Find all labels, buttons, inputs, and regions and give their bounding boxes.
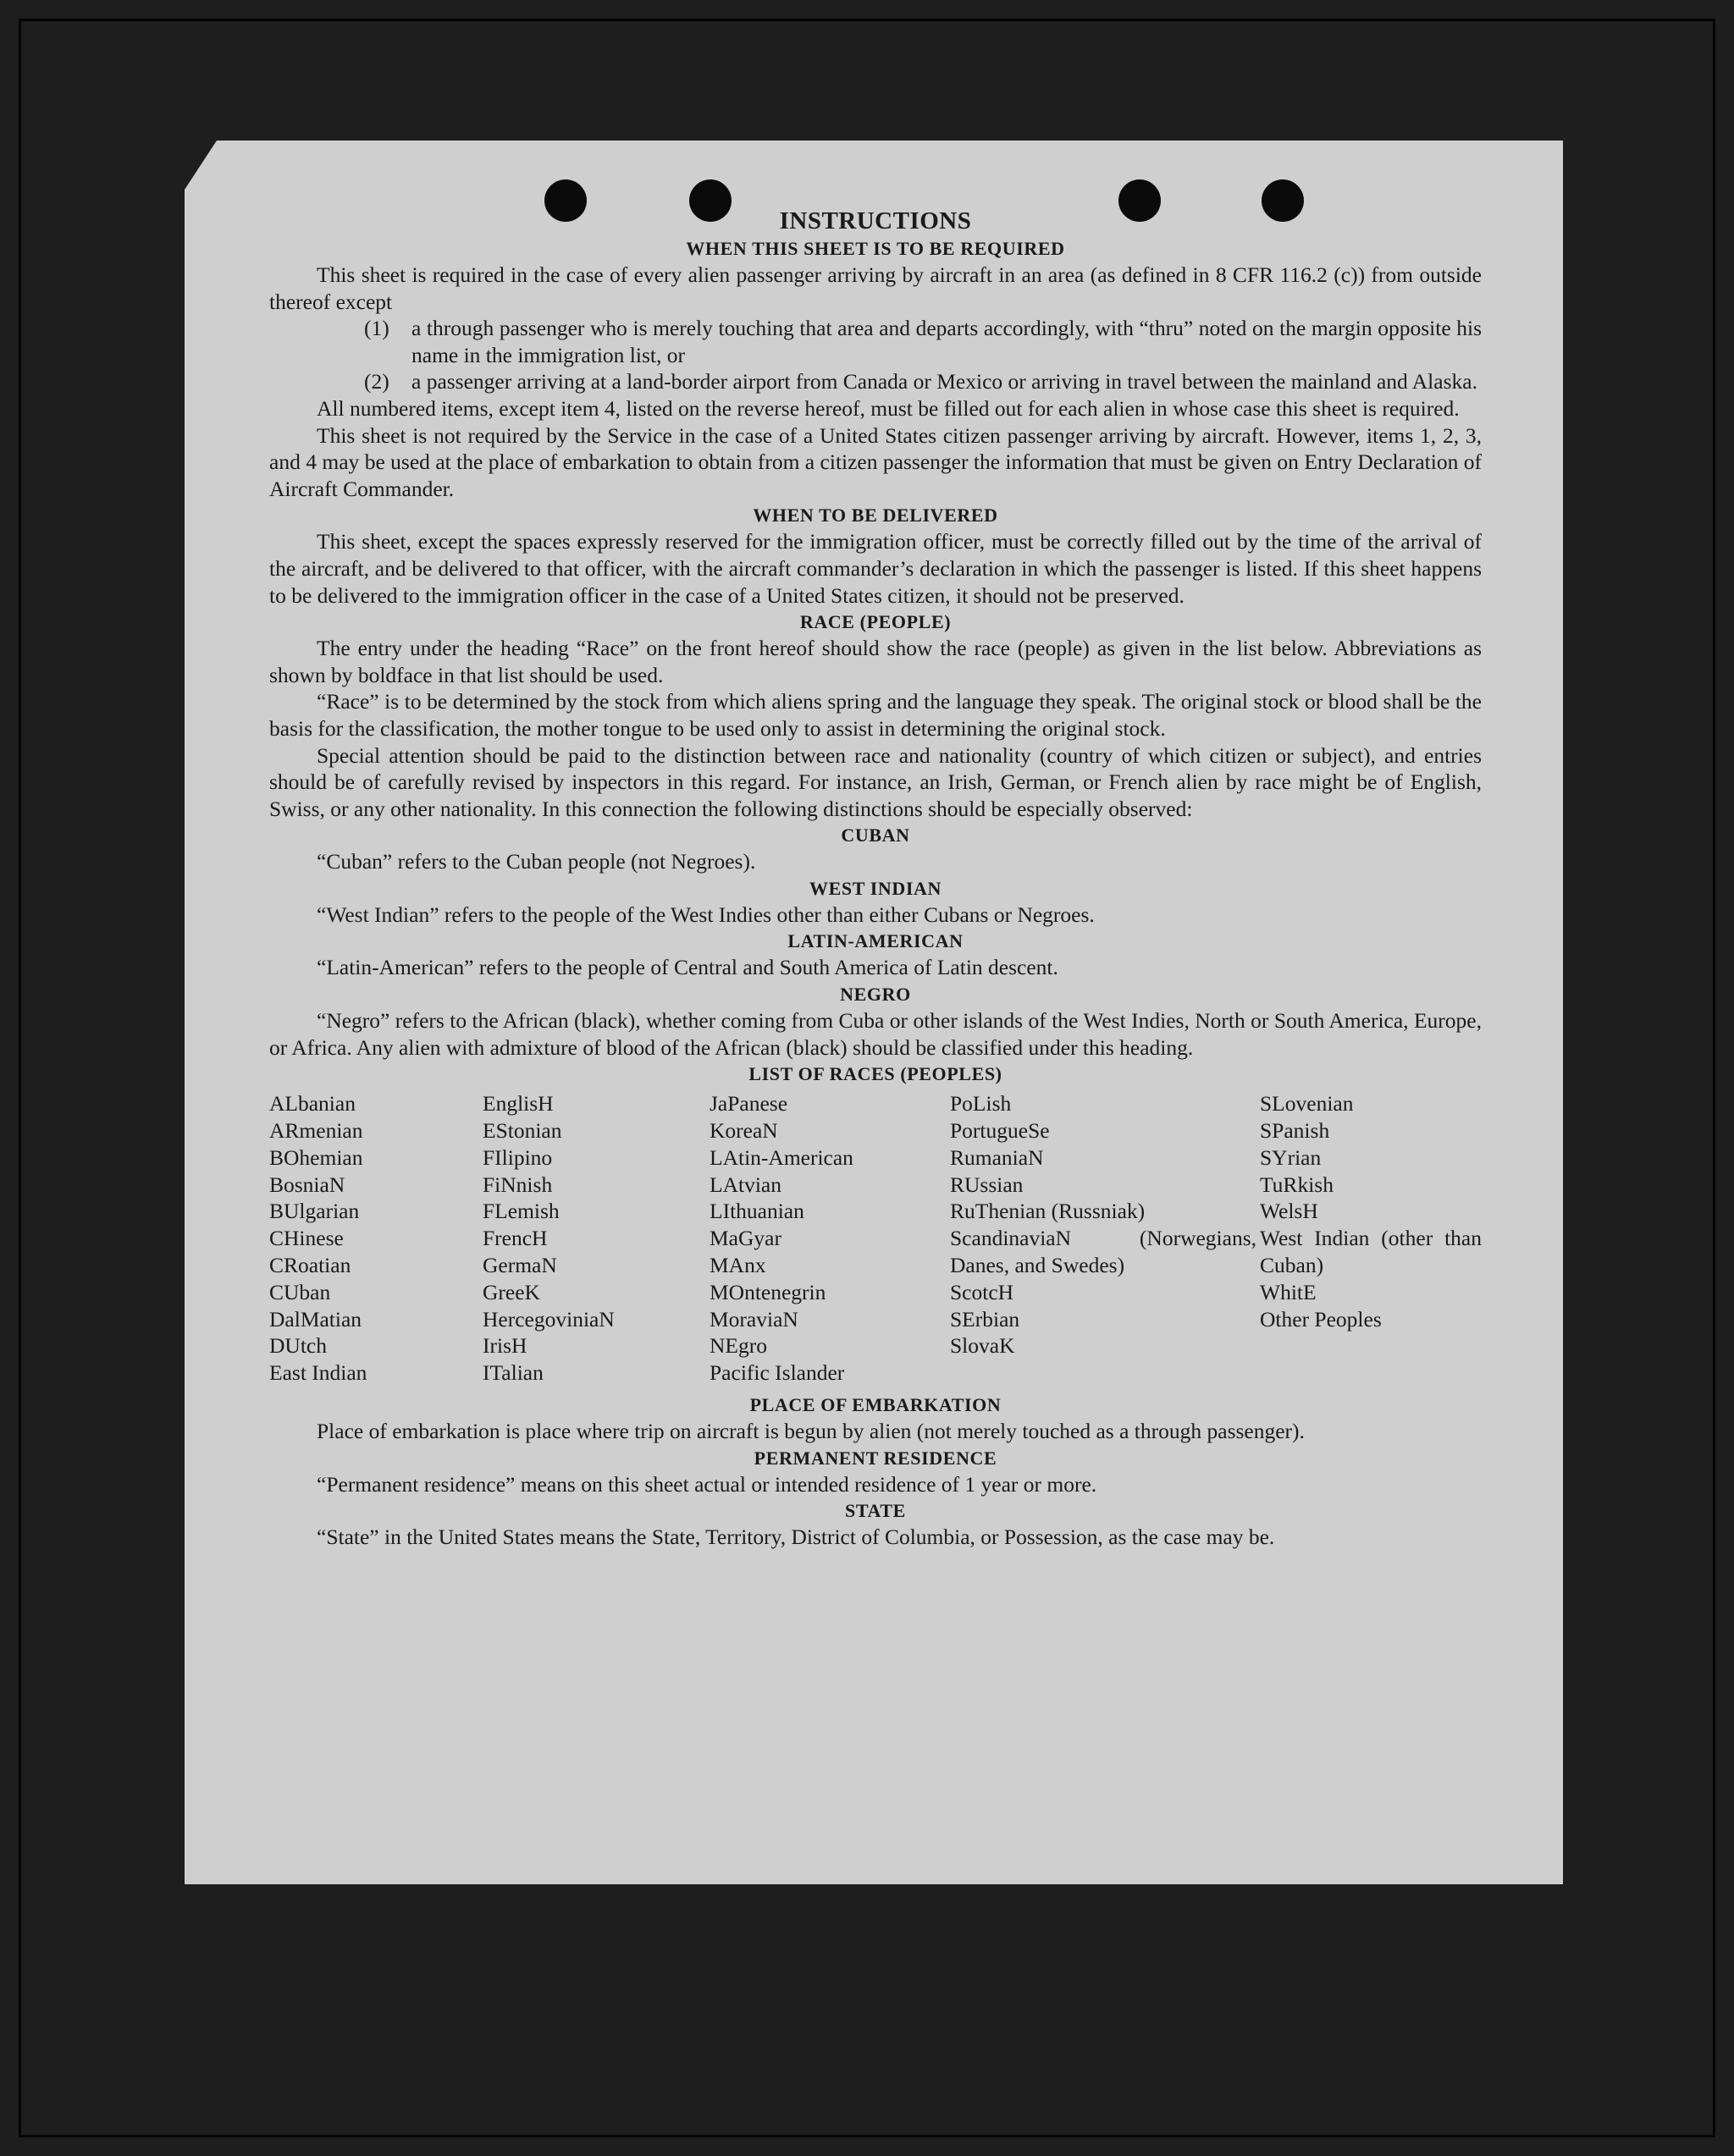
race-entry: MaGyar (710, 1226, 781, 1251)
paragraph-latin-american: “Latin-American” refers to the people of Central and South America of Latin descent. (317, 955, 1058, 980)
race-entry: TuRkish (1260, 1172, 1334, 1197)
race-entry: BUlgarian (269, 1199, 360, 1224)
race-entry: MOntenegrin (710, 1279, 826, 1304)
heading-place-of-embarkation: PLACE OF EMBARKATION (749, 1394, 1002, 1416)
race-entry: GreeK (483, 1279, 540, 1304)
race-entry: RUssian (950, 1172, 1024, 1197)
race-column-5 (1260, 1090, 1482, 1387)
paragraph-embarkation: Place of embarkation is place where trip on aircraft is begun by alien (not merely touched as a through passenger). (317, 1419, 1305, 1444)
race-entry: ITalian (483, 1360, 544, 1386)
race-entry: West Indian (other than Cuban) (1260, 1226, 1482, 1278)
race-entry: BOhemian (269, 1144, 363, 1170)
race-entry: LAtin-American (710, 1144, 853, 1170)
race-entry: ScotcH (950, 1279, 1014, 1304)
heading-permanent-residence: PERMANENT RESIDENCE (754, 1447, 997, 1469)
paragraph-state: “State” in the United States means the State, Territory, District of Columbia, or Possession, as the case may be. (317, 1525, 1275, 1550)
race-entry: SErbian (950, 1306, 1020, 1332)
race-entry: FrencH (483, 1226, 548, 1251)
paragraph-required-intro: This sheet is required in the case of every alien passenger arriving by aircraft in an area (as defined in 8 CFR 116.2 (c)) from outside thereof except (269, 262, 1482, 314)
heading-when-required: WHEN THIS SHEET IS TO BE REQUIRED (686, 238, 1065, 259)
heading-race: RACE (PEOPLE) (799, 611, 952, 633)
race-entry: PoLish (950, 1091, 1012, 1117)
race-list (269, 1090, 1482, 1387)
paragraph-citizen: This sheet is not required by the Service in the case of a United States citizen passenger arriving by aircraft. However, items 1, 2, 3, and 4 may be used at the place of embarkation to obtain from a citizen passenger the information that must be given on Entry Declaration of Aircraft Commander. (269, 422, 1482, 501)
item-number: (1) (364, 316, 389, 341)
race-entry: FiNnish (483, 1172, 553, 1197)
race-entry: SLovenian (1260, 1091, 1354, 1117)
paragraph-race-entry: The entry under the heading “Race” on the front hereof should show the race (people) as given in the list below. Abbreviations as shown by boldface in that list should be used. (269, 636, 1482, 687)
race-entry: East Indian (269, 1360, 367, 1386)
heading-state: STATE (845, 1500, 906, 1522)
race-entry: CUban (269, 1279, 331, 1304)
race-entry: HercegoviniaN (483, 1306, 615, 1332)
paragraph-delivery: This sheet, except the spaces expressly reserved for the immigration officer, must be correctly filled out by the time of the arrival of the aircraft, and be delivered to that officer, with the aircraft commander’s declaration in which the passenger is listed. If this sheet happens to be delivered to the immigration officer in the case of a United States citizen, it should not be preserved. (269, 529, 1482, 608)
paragraph-numbered-items: All numbered items, except item 4, listed on the reverse hereof, must be filled out for each alien in whose case this sheet is required. (317, 395, 1460, 421)
instructions-text (269, 207, 1482, 1551)
race-entry: LIthuanian (710, 1199, 804, 1224)
race-entry: FLemish (483, 1199, 560, 1224)
race-entry: EStonian (483, 1118, 562, 1144)
race-entry: ALbanian (269, 1091, 356, 1117)
race-entry: FIlipino (483, 1144, 553, 1170)
paragraph-race-nationality: Special attention should be paid to the distinction between race and nationality (country of which citizen or subject), and entries should be of carefully revised by inspectors in this regard. For instance, an Irish, German, or French alien by race might be of English, Swiss, or any other nationality. In this connection the following distinctions should be especially observed: (269, 742, 1482, 821)
heading-when-delivered: WHEN TO BE DELIVERED (753, 505, 998, 527)
sheet-corner-cut (185, 141, 217, 190)
race-entry: Pacific Islander (710, 1360, 845, 1386)
paragraph-race-stock: “Race” is to be determined by the stock from which aliens spring and the language they speak. The original stock or blood shall be the basis for the classification, the mother tongue to be used only to assist in determining the original stock. (269, 689, 1482, 741)
race-entry: LAtvian (710, 1172, 781, 1197)
race-entry: MAnx (710, 1253, 766, 1278)
race-column-1 (269, 1090, 483, 1387)
race-entry: RuThenian (Russniak) (950, 1199, 1146, 1224)
race-entry: NEgro (710, 1333, 767, 1359)
heading-cuban: CUBAN (841, 824, 910, 846)
race-entry: ScandinaviaN (Norwegians, Danes, and Swedes) (950, 1226, 1256, 1278)
heading-list-of-races: LIST OF RACES (PEOPLES) (748, 1063, 1002, 1085)
heading-negro: NEGRO (840, 984, 911, 1006)
exception-item-2 (269, 368, 1482, 395)
race-entry: SlovaK (950, 1333, 1015, 1359)
paragraph-negro: “Negro” refers to the African (black), whether coming from Cuba or other islands of the West Indies, North or South America, Europe, or Africa. Any alien with admixture of blood of the African (black) should be classified under this heading. (269, 1008, 1482, 1060)
race-entry: ARmenian (269, 1118, 363, 1144)
race-entry: Other Peoples (1260, 1306, 1382, 1332)
race-entry: CRoatian (269, 1253, 351, 1278)
race-entry: EnglisH (483, 1091, 554, 1117)
race-entry: SYrian (1260, 1144, 1322, 1170)
race-entry: KoreaN (710, 1118, 778, 1144)
race-entry: BosniaN (269, 1172, 345, 1197)
race-entry: RumaniaN (950, 1144, 1044, 1170)
paragraph-cuban: “Cuban” refers to the Cuban people (not Negroes). (317, 849, 756, 874)
race-entry: CHinese (269, 1226, 344, 1251)
race-column-4 (950, 1090, 1260, 1387)
race-entry: IrisH (483, 1333, 527, 1359)
heading-latin-american: LATIN-AMERICAN (787, 930, 964, 952)
race-entry: PortugueSe (950, 1118, 1050, 1144)
paragraph-residence: “Permanent residence” means on this sheet actual or intended residence of 1 year or more. (317, 1471, 1097, 1497)
race-entry: WhitE (1260, 1279, 1317, 1304)
race-entry: DUtch (269, 1333, 327, 1359)
paragraph-west-indian: “West Indian” refers to the people of the West Indies other than either Cubans or Negroes. (317, 902, 1095, 927)
exception-item-1 (269, 315, 1482, 368)
race-column-3 (710, 1090, 950, 1387)
race-entry: JaPanese (710, 1091, 788, 1117)
race-entry: MoraviaN (710, 1306, 798, 1332)
item-number: (2) (364, 369, 389, 394)
item-text: a through passenger who is merely touching that area and departs accordingly, with “thru” noted on the margin opposite his name in the immigration list, or (411, 316, 1482, 367)
race-entry: GermaN (483, 1253, 557, 1278)
race-entry: DalMatian (269, 1306, 362, 1332)
race-entry: SPanish (1260, 1118, 1330, 1144)
heading-west-indian: WEST INDIAN (809, 877, 942, 899)
item-text: a passenger arriving at a land-border airport from Canada or Mexico or arriving in travel between the mainland and Alaska. (411, 369, 1477, 394)
race-column-2 (483, 1090, 710, 1387)
race-entry: WelsH (1260, 1199, 1318, 1224)
page-title: INSTRUCTIONS (779, 207, 972, 234)
